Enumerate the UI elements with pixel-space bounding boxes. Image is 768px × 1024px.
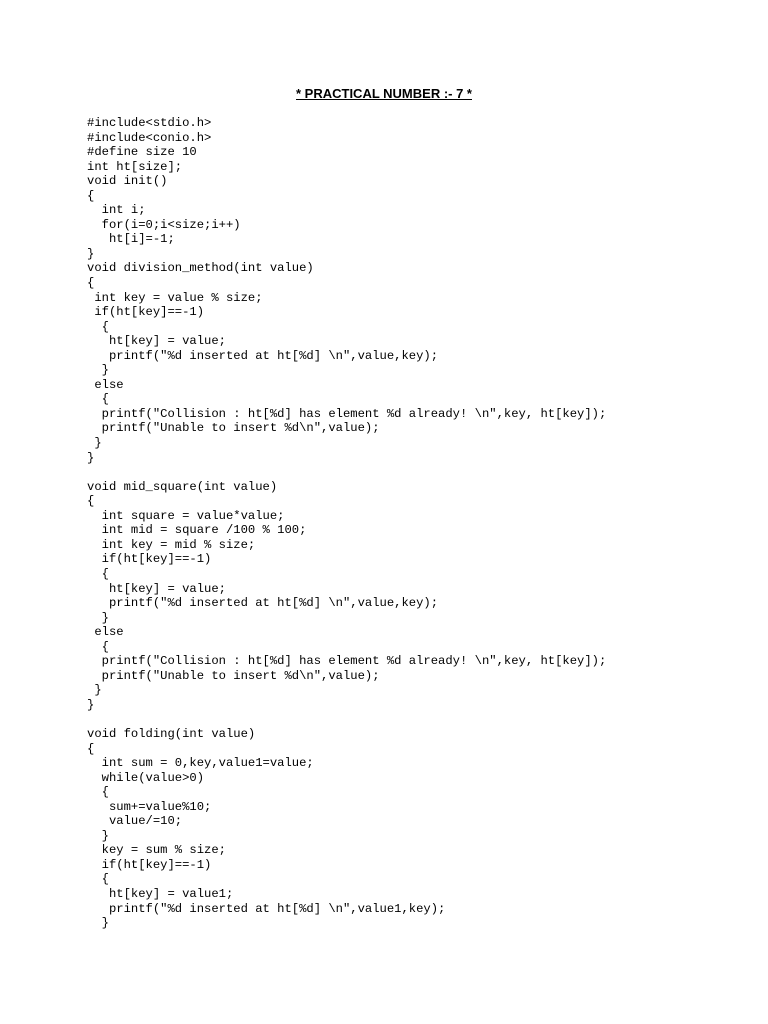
code-block — [87, 116, 606, 931]
code-line: { — [87, 566, 109, 581]
page-title: * PRACTICAL NUMBER :- 7 * — [296, 86, 472, 101]
code-line: { — [87, 741, 95, 756]
code-line: #include<conio.h> — [87, 130, 212, 145]
code-line: int key = value % size; — [87, 290, 263, 305]
code-line: printf("Collision : ht[%d] has element %d already! \n",key, ht[key]); — [87, 654, 607, 669]
code-line: { — [87, 785, 109, 800]
code-line: } — [87, 436, 102, 451]
code-line: printf("Collision : ht[%d] has element %d already! \n",key, ht[key]); — [87, 406, 607, 421]
code-line: else — [87, 377, 124, 392]
code-line: void division_method(int value) — [87, 261, 314, 276]
code-line: ht[key] = value1; — [87, 886, 234, 901]
code-line: ht[key] = value; — [87, 334, 226, 349]
code-line: } — [87, 916, 109, 931]
code-line: { — [87, 276, 95, 291]
code-line: { — [87, 639, 109, 654]
code-line: { — [87, 319, 109, 334]
code-line: printf("%d inserted at ht[%d] \n",value,key); — [87, 596, 439, 611]
code-line: { — [87, 494, 95, 509]
code-line: { — [87, 188, 95, 203]
code-line: #define size 10 — [87, 145, 197, 160]
code-line: printf("Unable to insert %d\n",value); — [87, 421, 380, 436]
code-line: key = sum % size; — [87, 843, 226, 858]
code-line: #include<stdio.h> — [87, 116, 212, 130]
code-line: printf("%d inserted at ht[%d] \n",value,key); — [87, 348, 439, 363]
code-line: void mid_square(int value) — [87, 479, 278, 494]
code-line: else — [87, 625, 124, 640]
code-line: } — [87, 450, 95, 465]
code-line: { — [87, 872, 109, 887]
code-line: int i; — [87, 203, 146, 218]
code-line: int mid = square /100 % 100; — [87, 523, 307, 538]
code-line: sum+=value%10; — [87, 799, 212, 814]
code-line: int sum = 0,key,value1=value; — [87, 756, 314, 771]
code-line: value/=10; — [87, 814, 183, 829]
code-line: } — [87, 610, 109, 625]
code-line: int ht[size]; — [87, 159, 183, 174]
code-line: } — [87, 246, 95, 261]
code-line: { — [87, 392, 109, 407]
code-line: if(ht[key]==-1) — [87, 552, 212, 567]
code-line: } — [87, 828, 109, 843]
code-line: } — [87, 363, 109, 378]
code-line: } — [87, 697, 95, 712]
code-line: int square = value*value; — [87, 508, 285, 523]
code-line — [87, 465, 606, 480]
code-line: while(value>0) — [87, 770, 205, 785]
code-line: void folding(int value) — [87, 726, 256, 741]
code-line: printf("%d inserted at ht[%d] \n",value1,key); — [87, 901, 446, 916]
code-line: ht[i]=-1; — [87, 232, 175, 247]
code-line: if(ht[key]==-1) — [87, 857, 212, 872]
code-line: } — [87, 683, 102, 698]
code-line: ht[key] = value; — [87, 581, 226, 596]
code-line: int key = mid % size; — [87, 537, 256, 552]
code-line: for(i=0;i<size;i++) — [87, 217, 241, 232]
code-line: printf("Unable to insert %d\n",value); — [87, 668, 380, 683]
code-line — [87, 712, 606, 727]
code-line: if(ht[key]==-1) — [87, 305, 205, 320]
code-line: void init() — [87, 174, 168, 189]
